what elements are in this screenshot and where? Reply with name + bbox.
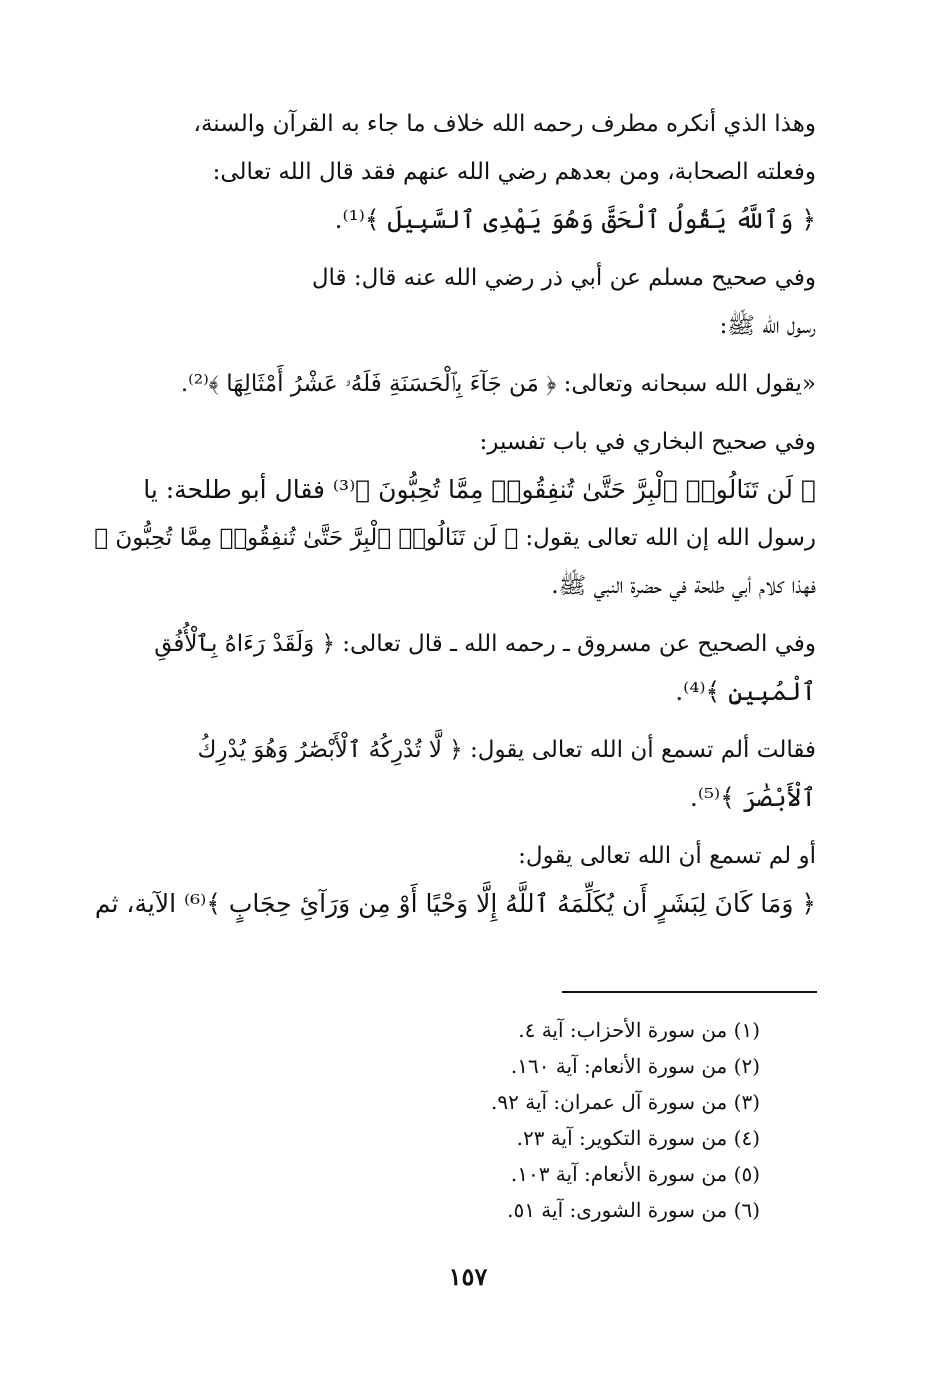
text-line: وهذا الذي أنكره مطرف رحمه الله خلاف ما جاء به القرآن والسنة،	[193, 111, 816, 137]
hadith-line: «يقول الله سبحانه وتعالى: ﴿ مَن جَآءَ بِٱلْحَسَنَةِ فَلَهُۥ عَشْرُ أَمْثَالِهَا ﴾⁽²⁾.	[180, 371, 816, 397]
text-line: وفي الصحيح عن مسروق ـ رحمه الله ـ قال تعالى: ﴿ وَلَقَدْ رَءَاهُ بِٱلْأُفُقِ	[154, 631, 816, 657]
footnote: (٢) من سورة الأنعام: آية ١٦٠.	[510, 1054, 760, 1078]
footnote: (٦) من سورة الشورى: آية ٥١.	[507, 1198, 760, 1222]
text-line: أو لم تسمع أن الله تعالى يقول:	[518, 843, 816, 869]
text-line: رسول الله ﷺ:	[719, 313, 816, 339]
text-line: رسول الله إن الله تعالى يقول: ﴿ لَن تَنَالُوا۟ ٱلْبِرَّ حَتَّىٰ تُنفِقُوا۟ مِمَّا تُحِبُّونَ ﴾	[94, 525, 816, 551]
footnote: (٣) من سورة آل عمران: آية ٩٢.	[491, 1090, 760, 1114]
quran-verse-line: ﴿ وَمَا كَانَ لِبَشَرٍ أَن يُكَلِّمَهُ ٱللَّهُ إِلَّا وَحْيًا أَوْ مِن وَرَآئِ حِجَابٍ ﴾⁽⁶⁾ الآية، ثم	[94, 889, 816, 918]
text-line: وفي صحيح البخاري في باب تفسير:	[479, 429, 816, 455]
text-line: فهذا كلام أبي طلحة في حضرة النبي ﷺ.	[551, 573, 816, 599]
footnote-divider	[562, 991, 817, 993]
quran-verse-line: ﴿ لَن تَنَالُوا۟ ٱلْبِرَّ حَتَّىٰ تُنفِقُوا۟ مِمَّا تُحِبُّونَ ﴾⁽³⁾ فقال أبو طلحة: يا	[143, 475, 816, 504]
footnotes	[491, 1012, 760, 1228]
footnote: (٤) من سورة التكوير: آية ٢٣.	[516, 1126, 760, 1150]
page-number: ١٥٧	[448, 1262, 488, 1291]
quran-verse-line: ﴿ وَٱللَّهُ يَقُولُ ٱلْحَقَّ وَهُوَ يَهْدِى ٱلسَّبِيلَ ﴾⁽¹⁾.	[334, 205, 816, 234]
footnote: (٥) من سورة الأنعام: آية ١٠٣.	[510, 1162, 760, 1186]
text-line: فقالت ألم تسمع أن الله تعالى يقول: ﴿ لَّا تُدْرِكُهُ ٱلْأَبْصَٰرُ وَهُوَ يُدْرِكُ	[197, 737, 816, 763]
text-line: وفعلته الصحابة، ومن بعدهم رضي الله عنهم فقد قال الله تعالى:	[212, 159, 816, 185]
text-line: وفي صحيح مسلم عن أبي ذر رضي الله عنه قال: قال	[311, 265, 816, 291]
footnote: (١) من سورة الأحزاب: آية ٤.	[518, 1018, 760, 1042]
quran-verse-line: ٱلْمُبِينِ ﴾⁽⁴⁾.	[675, 677, 816, 706]
main-text	[94, 100, 816, 928]
quran-verse-line: ٱلْأَبْصَٰرَ ﴾⁽⁵⁾.	[689, 783, 816, 812]
